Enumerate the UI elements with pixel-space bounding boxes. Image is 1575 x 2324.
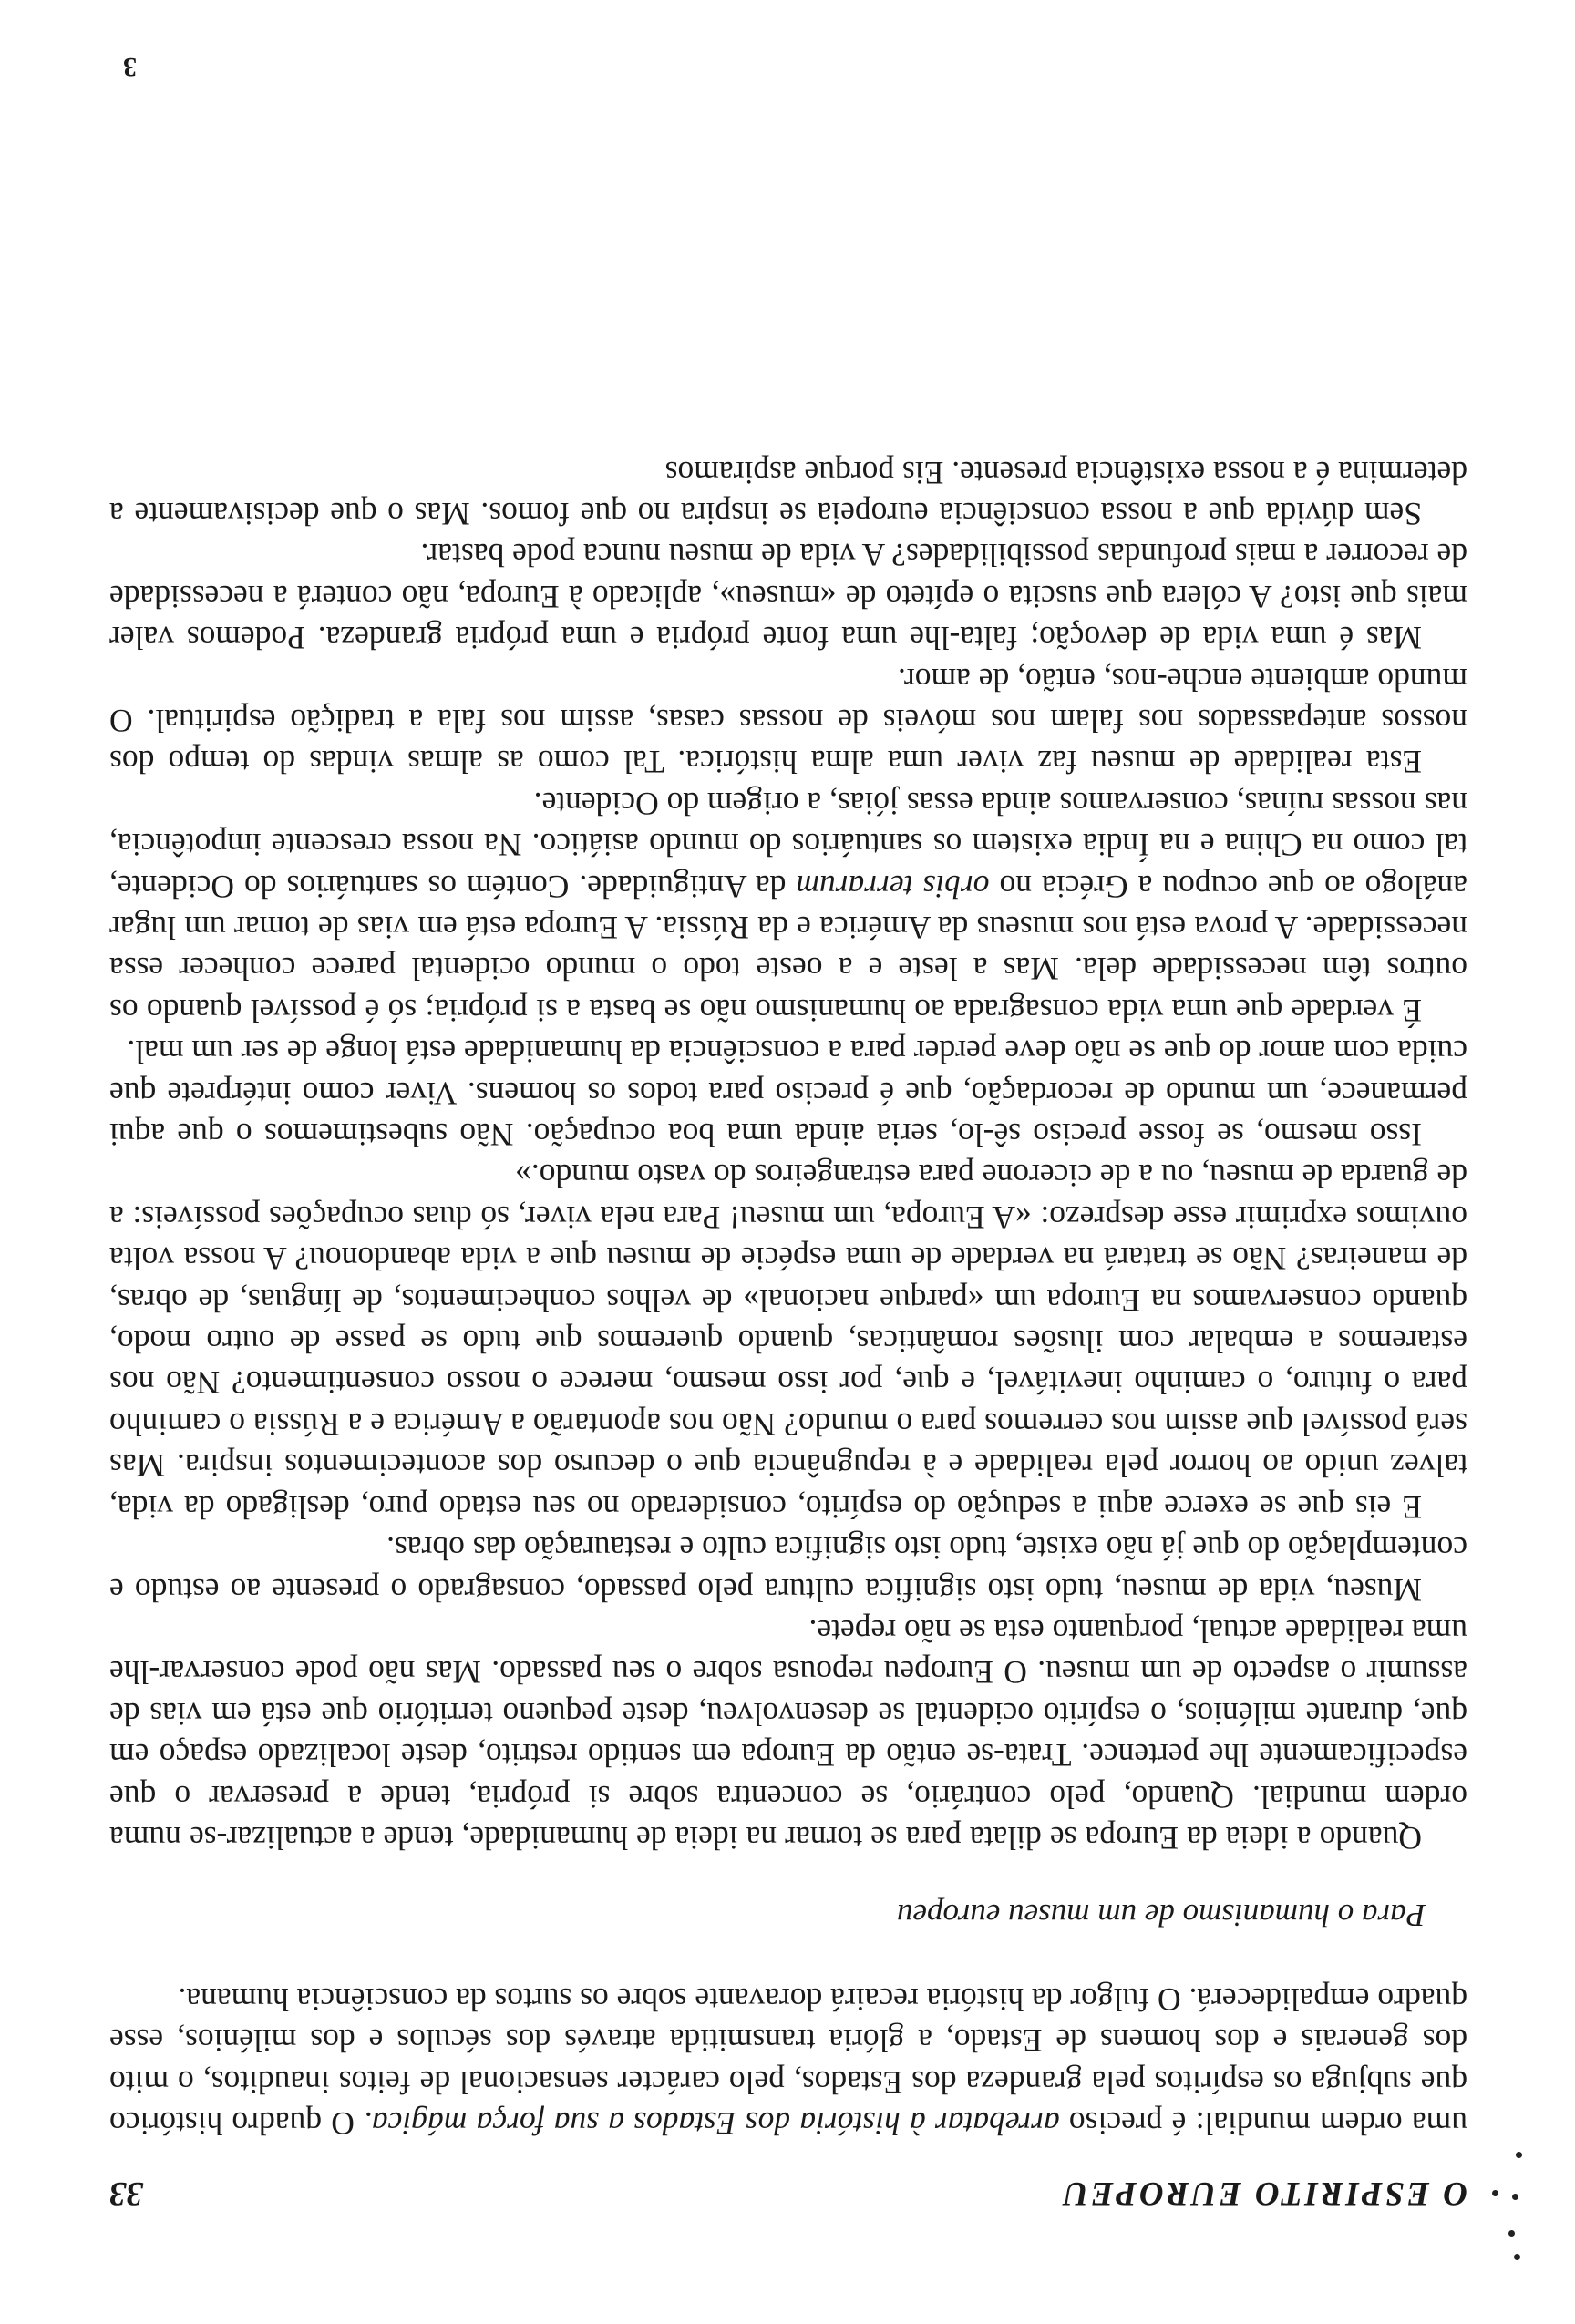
paragraph: Museu, vida de museu, tudo isto significa cultura pelo passado, consagrado o presente ao estudo e contemplação do que já não existe, tudo isto significa culto e restauração das obras. [109,1530,1467,1609]
paragraph: Sem dúvida que a nossa consciência europeia se inspira no que fomos. Mas o que decisivamente a determina é a nossa existência presente. Eis porque aspiramos [109,454,1467,532]
paragraph: É verdade que uma vida consagrada ao humanismo não se basta a si própria; só é possível quando os outros têm necessidade dela. Mas a leste e a oeste todo o mundo ocidental parece conhecer essa necessidade. A prova está nos museus da América e da Rússia. A Europa está em vias de tomar um lugar análogo ao que ocupou a Grécia no orbis terrarum da Antiguidade. Contém os santuários do Ocidente, tal como na China e na Índia existem os santuários do mundo asiático. Na nossa crescente impotência, nas nossas ruínas, conservamos ainda essas jóias, a origem do Ocidente. [108,785,1467,1029]
margin-dot [1514,2254,1520,2260]
running-head-title: O ESPIRITO EUROPEU [1060,2175,1467,2212]
margin-dot [1508,2230,1515,2237]
paragraph: Mas é uma vida de devoção; falta-lhe uma fonte própria e uma própria grandeza. Podemos valer mais que isto? A cólera que suscita o epíteto de «museu», aplicado à Europa, não conterá a necessidade de recorrer a mais profundas possibilidades? A vida de museu nunca pode bastar. [109,537,1467,657]
paragraph: E eis que se exerce aqui a sedução do espírito, considerado no seu estado puro, desligado da vida, talvez unido ao horror pela realidade e à repugnância que o decurso dos acontecimentos inspira. Mas será possível que assim nos cerremos para o mundo? Não nos apontarão a América e a Rússia o caminho para o futuro, o caminho inevitável, e que, por isso mesmo, merece o nosso consentimento? Não nos estaremos a embalar com ilusões românticas, quando queremos que tudo se passe de outro modo, quando conservamos na Europa um «parque nacional» de velhos conhecimentos, de línguas, de obras, de maneiras? Não se tratará na verdade de uma espécie de museu que a vida abandonou? A nossa volta ouvimos exprimir esse desprezo: «A Europa, um museu! Para nela viver, só duas ocupações possíveis: a de guarda de museu, ou a de cicerone para estrangeiros do vasto mundo.» [109,1157,1467,1526]
body-text [109,451,1467,2144]
margin-dot [1512,2194,1518,2200]
footer-page-mark: 3 [123,52,137,82]
margin-dot [1516,2152,1522,2158]
margin-dot [1492,2190,1498,2196]
paragraph: Esta realidade de museu faz viver uma alma histórica. Tal como as almas vindas do tempo dos nossos antepassados nos falam nos móveis de nossas casas, assim nos fala a tradição espiritual. O mundo ambiente enche-nos, então, de amor. [109,661,1467,781]
paragraph: uma ordem mundial: é preciso arrebatar à história dos Estados a sua força mágica. O quadro histórico que subjuga os espíritos pela grandeza dos Estados, pelo carácter sensacional de feitos inauditos, o mito dos generais e dos homens de Estado, a glória transmitida através dos séculos e dos milénios, esse quadro empalidecerá. O fulgor da história recairá doravante sobre os surtos da consciência humana. [109,1980,1467,2142]
paragraph: Isso mesmo, se fosse preciso sê-lo, seria ainda uma boa ocupação. Não subestimemos o que aqui permanece, um mundo de recordação, que é preciso para todos os homens. Viver como intérprete que cuida com amor do que se não deve perder para a consciência da humanidade está longe de ser um mal. [109,1033,1467,1154]
paragraph: Quando a ideia da Europa se dilata para se tornar na ideia de humanidade, tende a actualizar-se numa ordem mundial. Quando, pelo contrário, se concentra sobre si própria, tende a preservar o que especificamente lhe pertence. Trata-se então da Europa em sentido restrito, deste localizado espaço em que, durante milénios, o espírito ocidental se desenvolveu, deste pequeno território que está em vias de assumir o aspecto de um museu. O Europeu repousa sobre o seu passado. Mas não pode conservar-lhe uma realidade actual, porquanto esta se não repete. [109,1612,1467,1856]
page-number: 33 [109,2175,143,2212]
section-heading: Para o humanismo de um museu europeu [896,1897,1426,1934]
running-head [109,2158,1467,2213]
